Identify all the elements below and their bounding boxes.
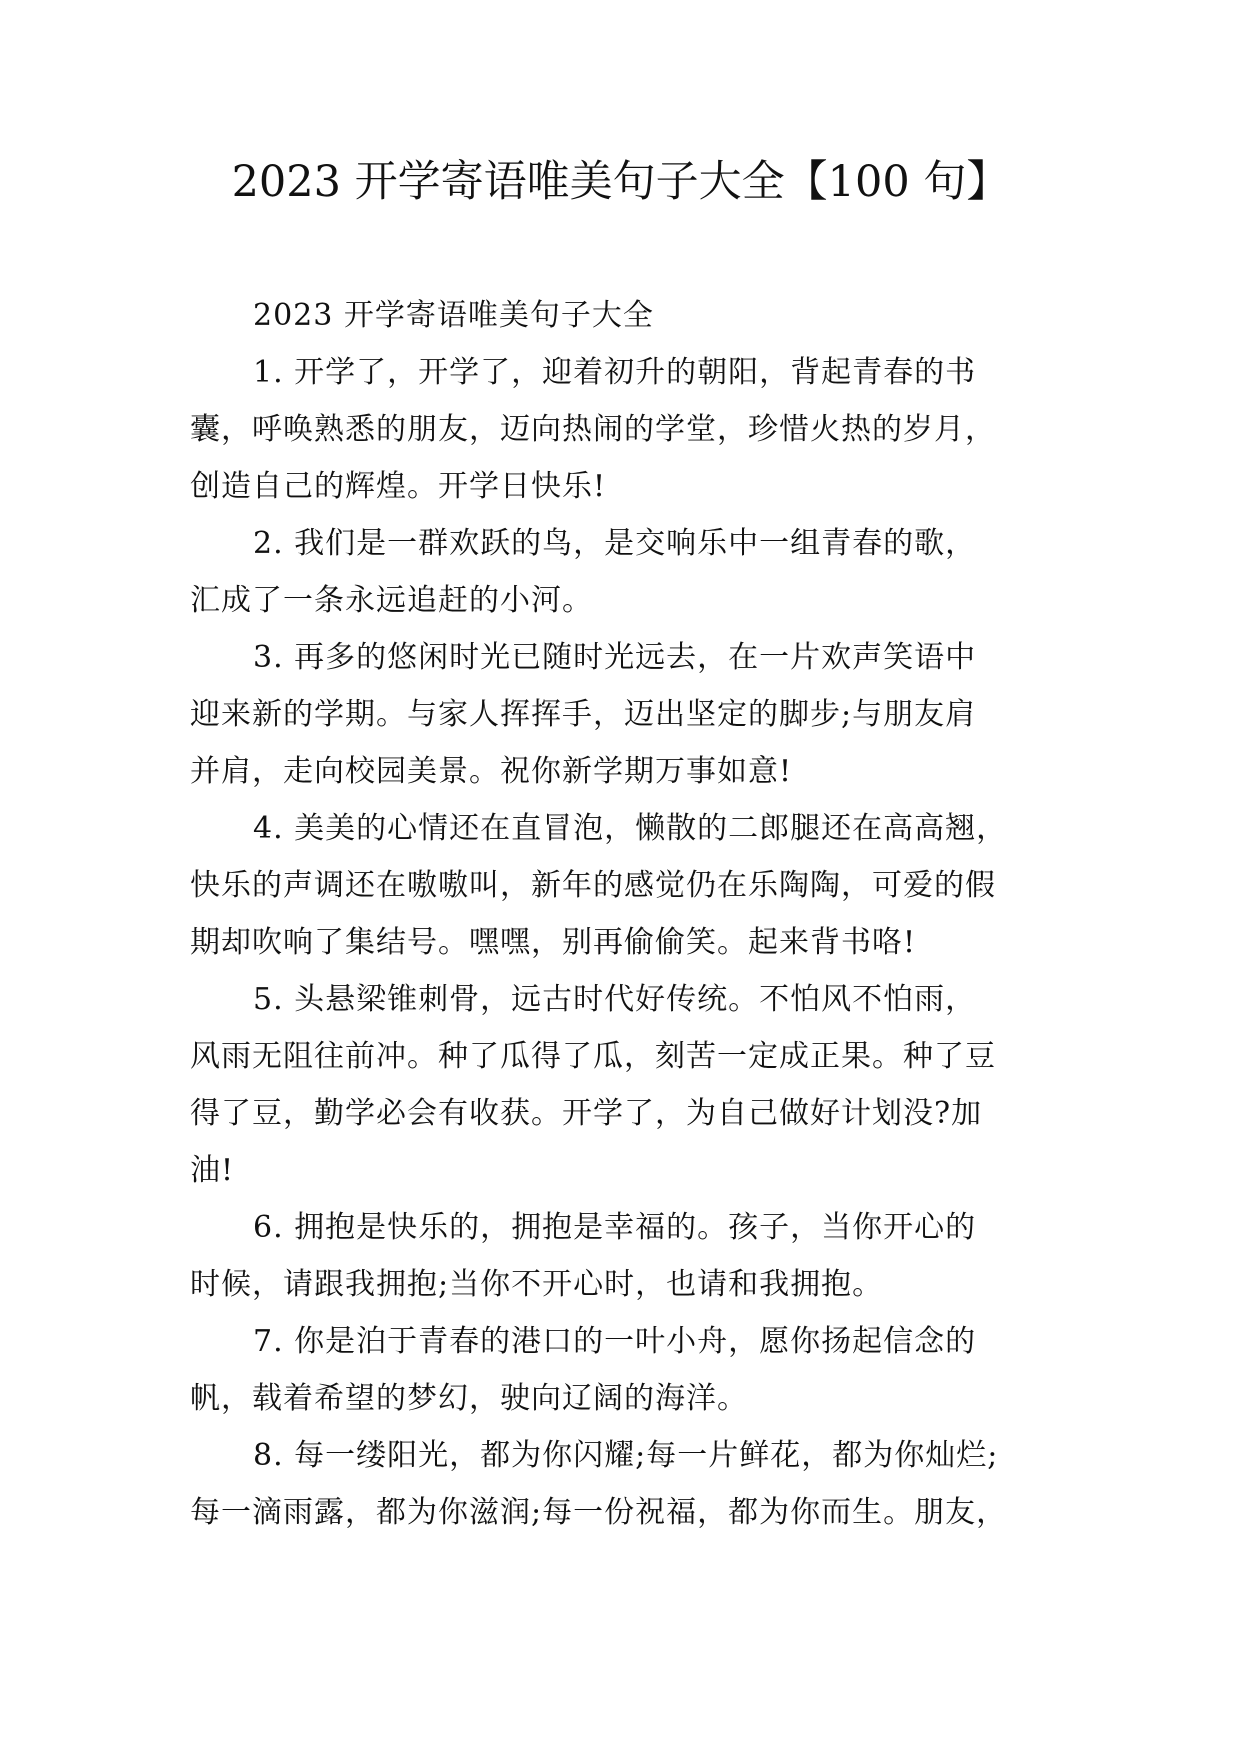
paragraph-line: 3. 再多的悠闲时光已随时光远去，在一片欢声笑语中 <box>253 640 977 675</box>
paragraph-line: 帆，载着希望的梦幻，驶向辽阔的海洋。 <box>190 1381 748 1416</box>
paragraph-line: 2. 我们是一群欢跃的鸟，是交响乐中一组青春的歌， <box>253 526 977 561</box>
paragraph-line: 风雨无阻往前冲。种了瓜得了瓜，刻苦一定成正果。种了豆 <box>190 1039 996 1074</box>
paragraph-line: 每一滴雨露，都为你滋润;每一份祝福，都为你而生。朋友， <box>190 1495 1008 1530</box>
paragraph-line: 6. 拥抱是快乐的，拥抱是幸福的。孩子，当你开心的 <box>253 1210 977 1245</box>
document-body <box>190 287 1070 1541</box>
paragraph-line: 汇成了一条永远追赶的小河。 <box>190 583 593 618</box>
paragraph-line: 期却吹响了集结号。嘿嘿，别再偷偷笑。起来背书咯! <box>190 925 917 960</box>
document-title: 2023 开学寄语唯美句子大全【100 句】 <box>231 157 1010 207</box>
paragraph-line: 4. 美美的心情还在直冒泡，懒散的二郎腿还在高高翘， <box>253 811 1008 846</box>
paragraph-line: 迎来新的学期。与家人挥挥手，迈出坚定的脚步;与朋友肩 <box>190 697 977 732</box>
paragraph-line: 囊，呼唤熟悉的朋友，迈向热闹的学堂，珍惜火热的岁月， <box>190 412 996 447</box>
paragraph-line: 快乐的声调还在嗷嗷叫，新年的感觉仍在乐陶陶，可爱的假 <box>190 868 996 903</box>
paragraph-line: 8. 每一缕阳光，都为你闪耀;每一片鲜花，都为你灿烂; <box>253 1438 999 1473</box>
paragraph-line: 7. 你是泊于青春的港口的一叶小舟，愿你扬起信念的 <box>253 1324 977 1359</box>
paragraph-line: 时候，请跟我拥抱;当你不开心时，也请和我拥抱。 <box>190 1267 884 1302</box>
paragraph-line: 油! <box>190 1153 235 1188</box>
document-subtitle: 2023 开学寄语唯美句子大全 <box>253 298 654 333</box>
paragraph-line: 5. 头悬梁锥刺骨，远古时代好传统。不怕风不怕雨， <box>253 982 977 1017</box>
paragraph-line: 创造自己的辉煌。开学日快乐! <box>190 469 607 504</box>
paragraph-line: 并肩，走向校园美景。祝你新学期万事如意! <box>190 754 793 789</box>
paragraph-line: 得了豆，勤学必会有收获。开学了，为自己做好计划没?加 <box>190 1096 983 1131</box>
paragraph-line: 1. 开学了，开学了，迎着初升的朝阳，背起青春的书 <box>253 355 977 390</box>
